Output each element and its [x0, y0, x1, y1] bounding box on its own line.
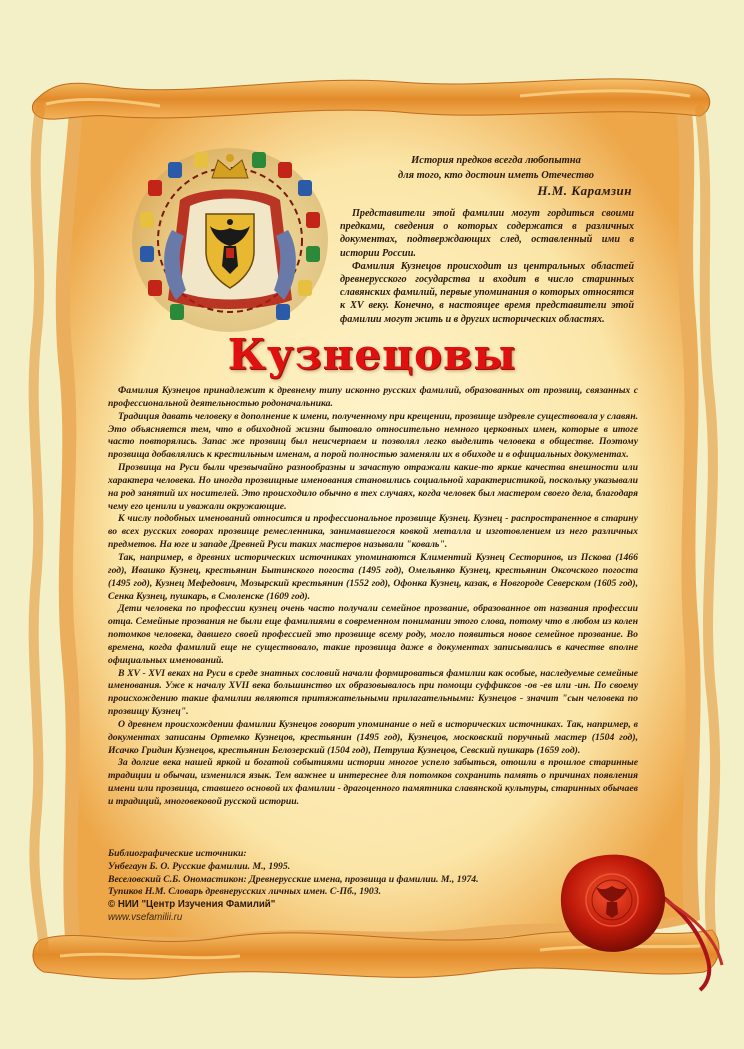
- body-paragraph: Так, например, в древних исторических источниках упоминаются Климентий Кузнец Сесторинов, из Пскова (1466 год), Ивашко Кузнец, крестьянин Бытинского погоста (1495 год), Омельянко Кузнец, крестьянин Оксочского погоста (1495 год), Кузнец Мефедович, Мозырский крестьянин (1552 год), Офонка Кузнец, казак, в Новгороде Северском (1605 год), Сенка Кузнец, пушкарь, в Смоленске (1609 год).: [108, 551, 638, 602]
- body-paragraph: О древнем происхождении фамилии Кузнецов говорит упоминание о ней в исторических источниках. Так, например, в документах записаны Ортемко Кузнецов, крестьянин (1495 год), Кузнецов, московский поручный мастер (1504 год), Исачко Гридин Кузнецов, крестьянин Белозерский (1504 год), Петруша Кузнецов, Севский пушкарь (1659 год).: [108, 718, 638, 756]
- body-paragraph: Прозвища на Руси были чрезвычайно разнообразны и зачастую отражали какие-то яркие качества внешности или характера человека. Но иногда прозвищные именования становились социальной характеристикой, поскольку указывали на род занятий их носителей. Это происходило обычно в тех случаях, когда человек был мастером своего дела, благодаря чему его ценили и уважали окружающие.: [108, 462, 638, 512]
- body-paragraph: Дети человека по профессии кузнец очень часто получали семейное прозвание, образованное от названия профессии отца. Семейные прозвания не были еще фамилиями в современном понимании этого слова, потому что в любом из колен потомков человека, давшего своей профессией это прозвище всему роду, могло появиться новое семейное прозвание. Во времена, когда фамилий еще не существовало, такие прозвища даже в документах записывались в качестве вполне официальных именований.: [108, 603, 638, 666]
- bibliography: [108, 848, 528, 925]
- body-text: [108, 385, 638, 809]
- copyright: © НИИ "Центр Изучения Фамилий": [108, 899, 276, 911]
- body-paragraph: Традиция давать человеку в дополнение к имени, полученному при крещении, прозвище издревле существовала у славян. Это объясняется тем, что в обиходной жизни бытовало относительно немного церковных имен, которые в итоге часто повторялись. Запас же прозвищ был неисчерпаем и позволял легко выделить человека в обществе. Поэтому прозвища добавлялись к крестильным именам, а порой полностью заменяли их в обиходе и в официальных документах.: [108, 410, 638, 461]
- body-paragraph: Фамилия Кузнецов принадлежит к древнему типу исконно русских фамилий, образованных от прозвищ, связанных с профессиональной деятельностью родоначальника.: [108, 385, 638, 409]
- website-url: www.vsefamilii.ru: [108, 911, 183, 923]
- intro-text: [340, 207, 634, 326]
- bibliography-heading: Библиографические источники:: [108, 848, 247, 859]
- epigraph-author: Н.М. Карамзин: [537, 183, 632, 198]
- epigraph-line-2: для того, кто достоин иметь Отечество: [397, 170, 594, 181]
- bibliography-item: Унбегаун Б. О. Русские фамилии. М., 1995.: [108, 860, 291, 872]
- epigraph-line-1: История предков всегда любопытна: [411, 155, 581, 166]
- coat-of-arms-icon: [132, 148, 328, 332]
- epigraph: [360, 153, 632, 198]
- bibliography-item: Тупиков Н.М. Словарь древнерусских личных имен. С-Пб., 1903.: [108, 886, 381, 898]
- body-paragraph: К числу подобных именований относится и профессиональное прозвище Кузнец. Кузнец - распространенное в старину во всех русских говорах прозвище ремесленника, занимавшегося ковкой металла и изготовлением из него различных предметов. На юге и западе Древней Руси таких мастеров называли "коваль".: [108, 513, 638, 551]
- bibliography-item: Веселовский С.Б. Ономастикон: Древнерусские имена, прозвища и фамилии. М., 1974.: [108, 873, 479, 885]
- surname-title: Кузнецовы: [227, 330, 517, 379]
- intro-paragraph: Фамилия Кузнецов происходит из центральных областей древнерусского государства и входит в число старинных славянских фамилий, первые упоминания о которых относятся к XV веку. Конечно, в настоящее время представители этой фамилии могут жить и в других исторических областях.: [340, 260, 634, 325]
- body-paragraph: За долгие века нашей яркой и богатой событиями истории многое успело забыться, отошли в прошлое старинные традиции и обычаи, изменился язык. Тем важнее и интереснее для потомков сохранить память о причинах появления имени или прозвища, ставшего основой их фамилии - драгоценного памятника славянской культуры, старинных обычаев и традиций, многовековой русской истории.: [108, 757, 638, 807]
- intro-paragraph: Представители этой фамилии могут гордиться своими предками, сведения о которых содержатся в различных документах, подтверждающих след, оставленный ими в истории России.: [340, 208, 634, 259]
- body-paragraph: В XV - XVI веках на Руси в среде знатных сословий начали формироваться фамилии как особые, наследуемые семейные именования. Уже к началу XVII века большинство их образовывалось при помощи суффиксов -ов -ев или -ин. По своему происхождению такие фамилии являются притяжательными прилагательными: Кузнецов - значит "сын человека по прозвищу Кузнец".: [108, 667, 638, 718]
